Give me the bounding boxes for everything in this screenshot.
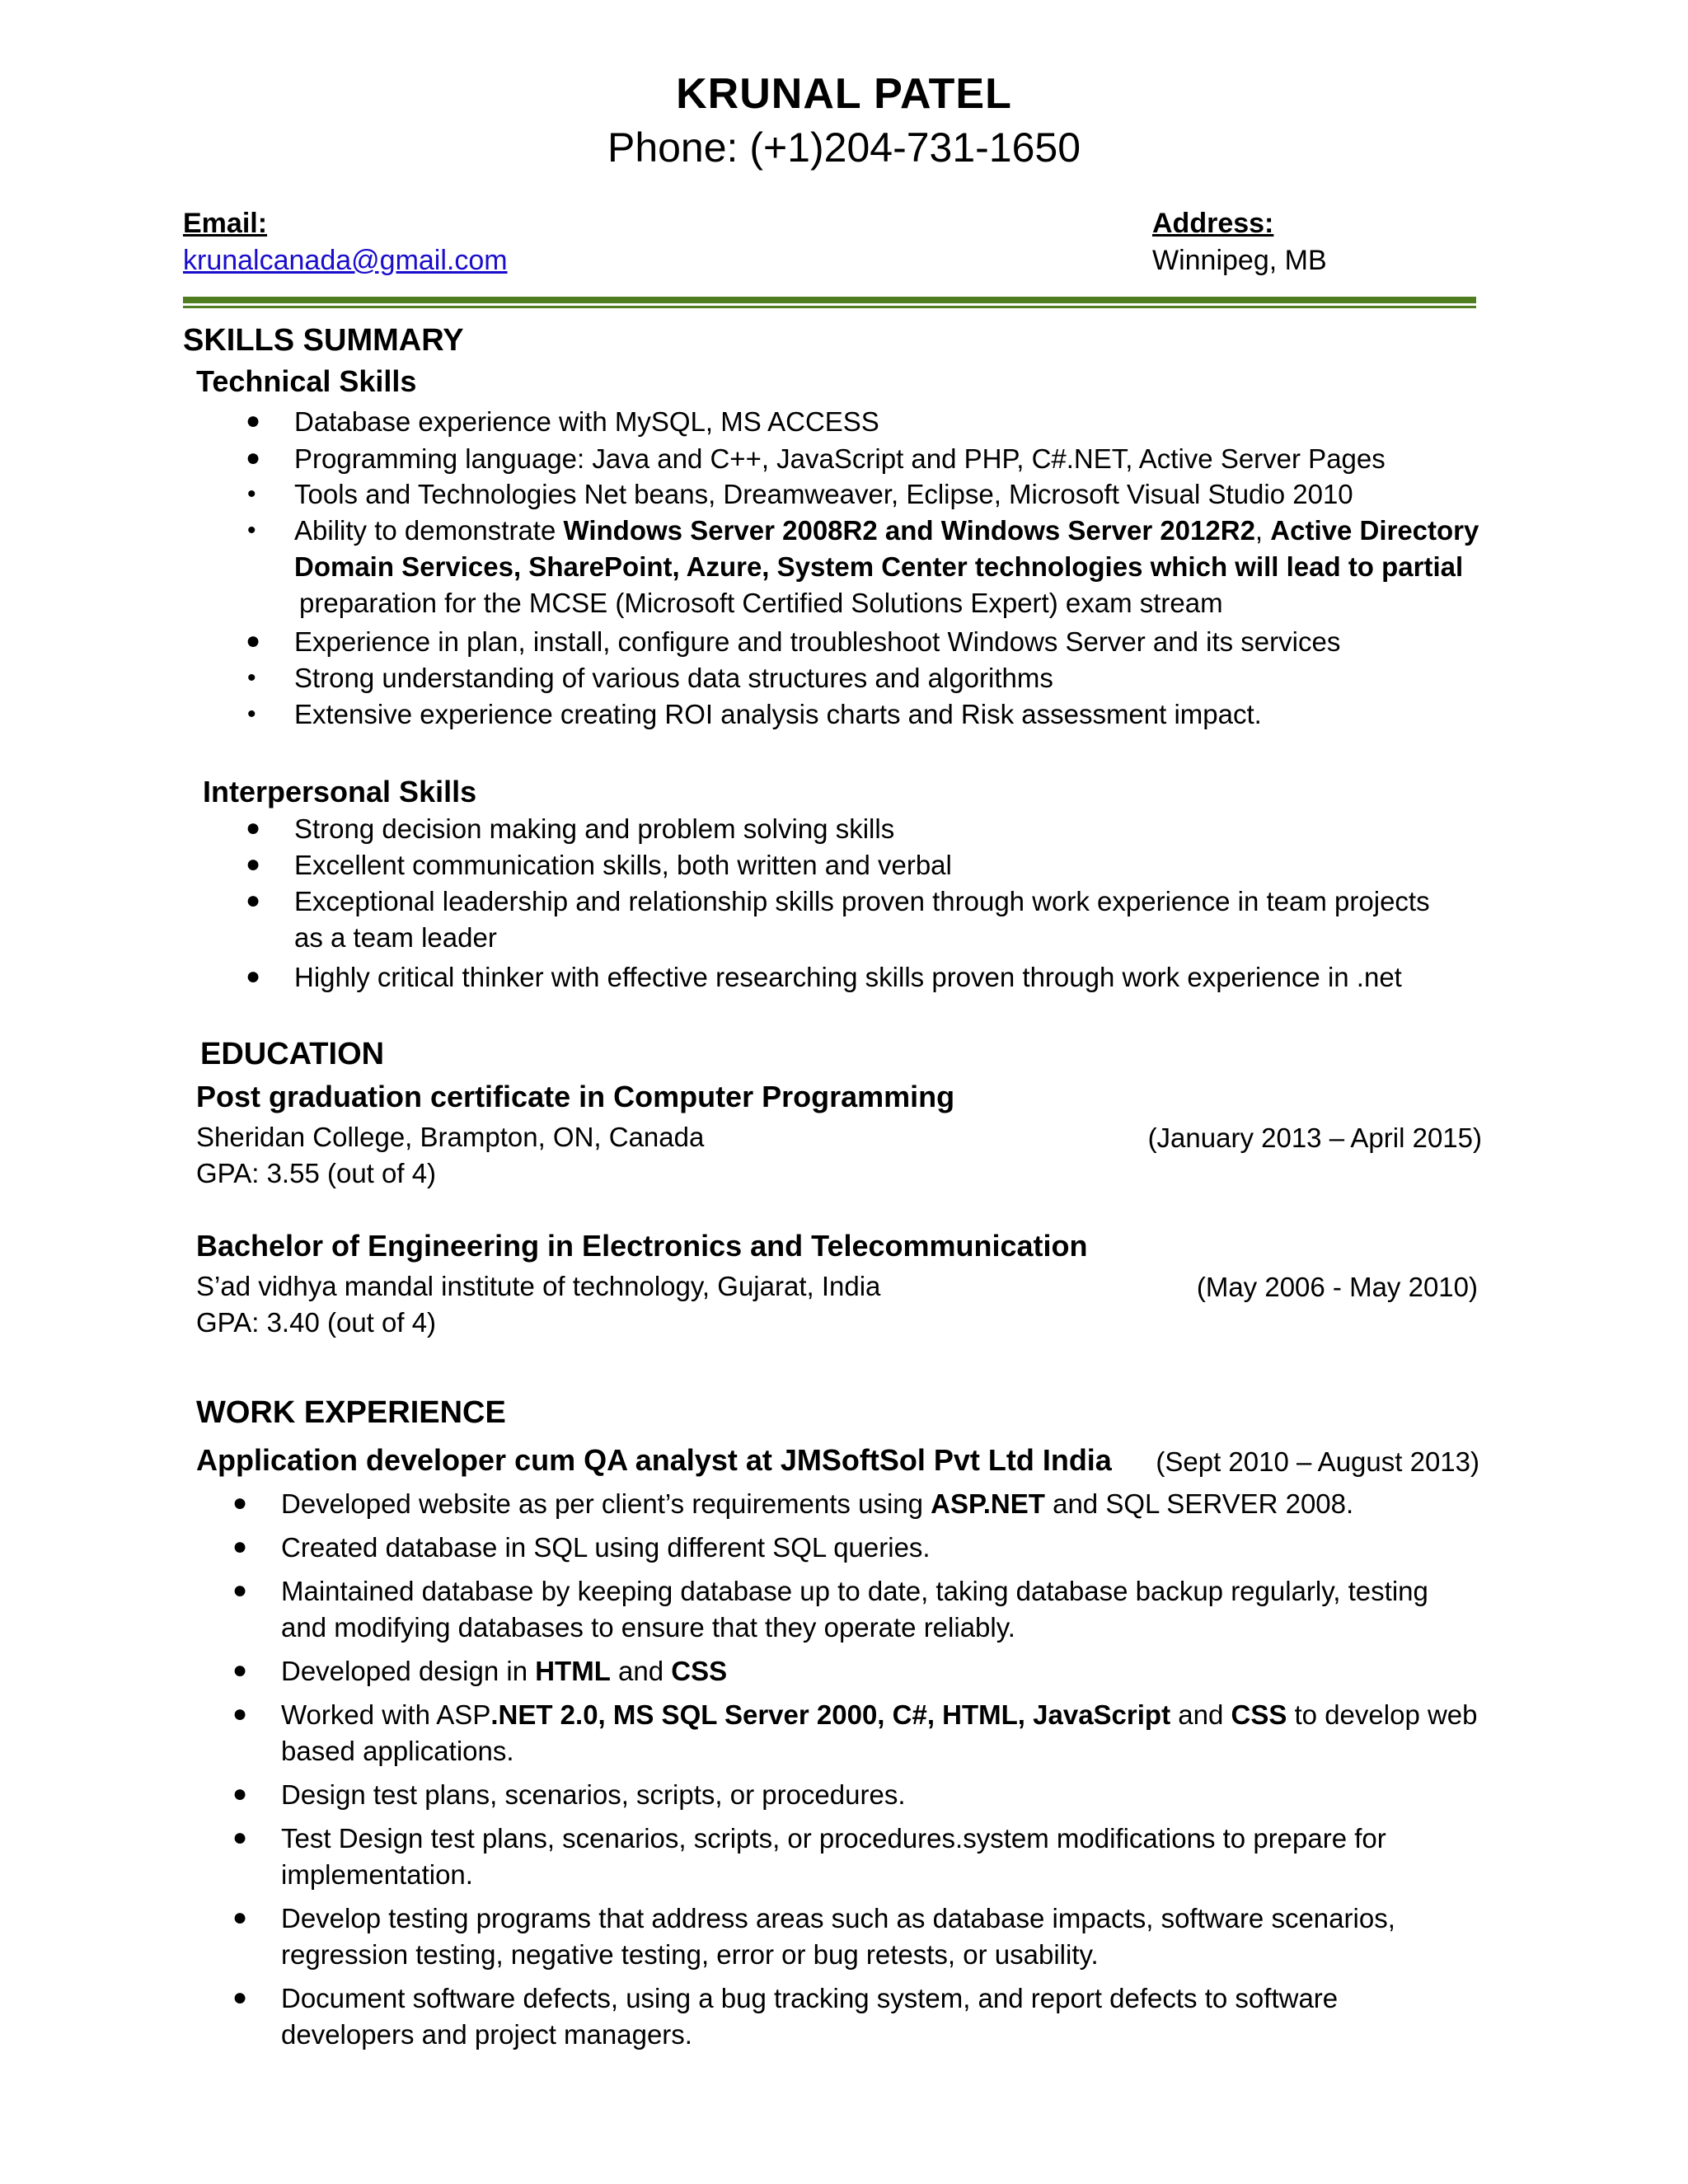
list-item-text-cont: regression testing, negative testing, error or bug retests, or usability. [281, 1939, 1099, 1970]
bullet-icon: ● [246, 814, 261, 841]
degree-title: Bachelor of Engineering in Electronics and Telecommunication [196, 1229, 1088, 1263]
technical-skills-heading: Technical Skills [196, 364, 417, 398]
gpa: GPA: 3.40 (out of 4) [196, 1307, 437, 1338]
address-value: Winnipeg, MB [1152, 245, 1327, 276]
list-item-text: Developed design in HTML and CSS [281, 1656, 728, 1686]
bullet-icon: ● [246, 627, 261, 654]
header-divider [183, 297, 1476, 303]
bullet-icon: ● [232, 1700, 248, 1727]
list-item-text-cont: based applications. [281, 1736, 514, 1766]
header-divider-thin [183, 306, 1476, 308]
list-item-text: Database experience with MySQL, MS ACCESS [294, 406, 879, 437]
degree-title: Post graduation certificate in Computer Programming [196, 1080, 955, 1113]
bullet-icon: ● [232, 1657, 248, 1684]
list-item-text: Programming language: Java and C++, JavaScript and PHP, C#.NET, Active Server Pages [294, 443, 1386, 474]
list-item-text: Developed website as per client’s requirements using ASP.NET and SQL SERVER 2008. [281, 1488, 1354, 1519]
bullet-icon: • [247, 517, 256, 544]
list-item-text: Develop testing programs that address areas such as database impacts, software scenarios, [281, 1903, 1395, 1933]
gpa: GPA: 3.55 (out of 4) [196, 1158, 437, 1188]
list-item-text: Exceptional leadership and relationship skills proven through work experience in team projects [294, 886, 1430, 916]
list-item-text: Worked with ASP.NET 2.0, MS SQL Server 2000, C#, HTML, JavaScript and CSS to develop web [281, 1699, 1478, 1730]
bullet-icon: • [247, 701, 256, 728]
email-label: Email: [183, 208, 268, 239]
job-dates: (Sept 2010 – August 2013) [1156, 1446, 1479, 1477]
list-item-text: Tools and Technologies Net beans, Dreamweaver, Eclipse, Microsoft Visual Studio 2010 [294, 479, 1353, 509]
list-item-text: Experience in plan, install, configure and troubleshoot Windows Server and its services [294, 626, 1341, 657]
bullet-icon: ● [232, 1577, 248, 1604]
skills-summary-heading: SKILLS SUMMARY [183, 323, 464, 358]
school-name: Sheridan College, Brampton, ON, Canada [196, 1122, 705, 1152]
list-item-text-cont: developers and project managers. [281, 2019, 692, 2050]
list-item-text: Test Design test plans, scenarios, scripts, or procedures.system modifications to prepare for [281, 1823, 1386, 1854]
school-name: S’ad vidhya mandal institute of technology, Gujarat, India [196, 1271, 881, 1301]
list-item-text-cont: implementation. [281, 1859, 473, 1890]
bullet-icon: ● [246, 963, 261, 990]
education-dates: (January 2013 – April 2015) [1147, 1122, 1482, 1153]
list-item-text: Highly critical thinker with effective researching skills proven through work experience in .net [294, 962, 1402, 992]
list-item-text: Excellent communication skills, both written and verbal [294, 850, 952, 880]
interpersonal-skills-heading: Interpersonal Skills [203, 775, 477, 808]
work-experience-heading: WORK EXPERIENCE [196, 1395, 506, 1430]
email-link[interactable]: krunalcanada@gmail.com [183, 245, 508, 276]
list-item-text-cont: and modifying databases to ensure that they operate reliably. [281, 1612, 1015, 1643]
bullet-icon: • [247, 664, 256, 691]
bullet-icon: ● [232, 1780, 248, 1807]
list-item-text: Strong understanding of various data structures and algorithms [294, 663, 1053, 693]
applicant-name: KRUNAL PATEL [676, 70, 1012, 118]
list-item-text: Design test plans, scenarios, scripts, or procedures. [281, 1779, 906, 1810]
address-label: Address: [1152, 208, 1274, 239]
list-item-text: Strong decision making and problem solving skills [294, 813, 895, 844]
list-item-text-cont: Domain Services, SharePoint, Azure, System Center technologies which will lead to partial [294, 551, 1464, 582]
job-title: Application developer cum QA analyst at JMSoftSol Pvt Ltd India [196, 1443, 1112, 1477]
email-value[interactable] [183, 245, 508, 277]
list-item-text: Document software defects, using a bug tracking system, and report defects to software [281, 1983, 1339, 2013]
bullet-icon: ● [232, 1824, 248, 1851]
bullet-icon: ● [232, 1904, 248, 1931]
bullet-icon: • [247, 480, 256, 508]
bullet-icon: ● [232, 1533, 248, 1560]
bullet-icon: ● [246, 407, 261, 434]
list-item-text: Created database in SQL using different SQL queries. [281, 1532, 931, 1563]
list-item-text-cont: preparation for the MCSE (Microsoft Certified Solutions Expert) exam stream [299, 588, 1223, 618]
list-item-text: Extensive experience creating ROI analysis charts and Risk assessment impact. [294, 699, 1262, 729]
phone-number: Phone: (+1)204-731-1650 [607, 124, 1081, 171]
bullet-icon: ● [246, 887, 261, 914]
list-item-text-cont: as a team leader [294, 922, 497, 953]
bullet-icon: ● [232, 1489, 248, 1516]
bullet-icon: ● [232, 1984, 248, 2011]
list-item-text: Maintained database by keeping database up to date, taking database backup regularly, testing [281, 1576, 1428, 1606]
bullet-icon: ● [246, 444, 261, 471]
education-heading: EDUCATION [200, 1037, 385, 1071]
education-dates: (May 2006 - May 2010) [1196, 1272, 1478, 1302]
list-item-text: Ability to demonstrate Windows Server 2008R2 and Windows Server 2012R2, Active Directory [294, 515, 1479, 546]
bullet-icon: ● [246, 851, 261, 878]
